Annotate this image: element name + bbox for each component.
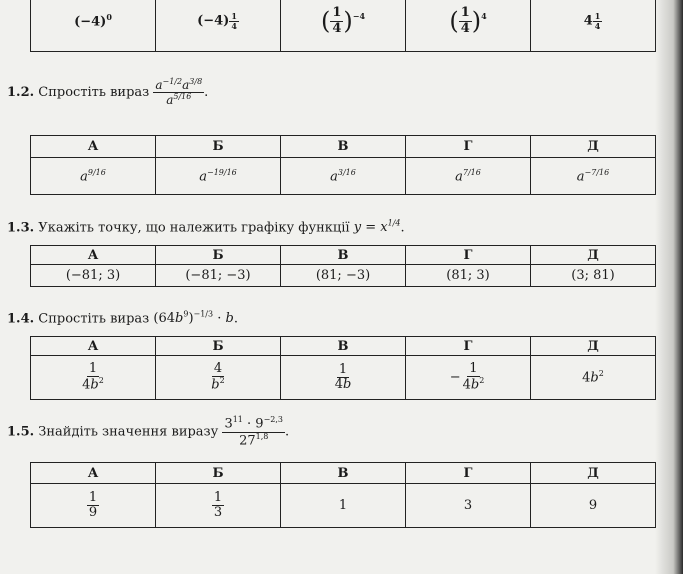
expression: $\frac{3^{11} \cdot 9^{-2,3}}{27^{1,8}}$: [224, 415, 284, 448]
answer-cell: (3; 81): [531, 265, 656, 287]
header-v: В: [281, 246, 406, 265]
answer-cell: $\frac{1}{9}$: [31, 484, 156, 528]
header-b: Б: [156, 246, 281, 265]
answer-cell: − $\frac{1}{4b^2}$: [406, 356, 531, 400]
answer-cell: 9: [531, 484, 656, 528]
header-v: В: [281, 337, 406, 356]
answer-cell: (81; −3): [281, 265, 406, 287]
header-b: Б: [156, 463, 281, 484]
answer-cell: $a^{7/16}$: [406, 158, 531, 195]
header-g: Г: [406, 136, 531, 158]
question-number: 1.3.: [7, 220, 35, 236]
question-1-5: 1.5. Знайдіть значення виразу $\frac{3^{11} \cdot 9^{-2,3}}{27^{1,8}}$ .: [7, 415, 290, 448]
answer-cell: $\frac{1}{4b^2}$: [31, 356, 156, 400]
answer-cell: (−4) $\frac{1}{4}$: [156, 0, 281, 52]
header-g: Г: [406, 463, 531, 484]
answer-cell: (−81; 3): [31, 265, 156, 287]
header-g: Г: [406, 246, 531, 265]
question-number: 1.2.: [7, 85, 35, 101]
function-expression: $y = x^{1/4}$: [353, 219, 401, 236]
answer-cell: $\frac{1}{3}$: [156, 484, 281, 528]
question-1-4: 1.4. Спростіть вираз $(64b^9)^{-1/3} \cdot b$.: [7, 310, 238, 327]
question-number: 1.5.: [7, 424, 35, 440]
header-b: Б: [156, 136, 281, 158]
header-d: Д: [531, 337, 656, 356]
answer-cell: 4 $\frac{1}{4}$: [531, 0, 656, 52]
answer-cell: $a^{-19/16}$: [156, 158, 281, 195]
table-1-4-answers: [30, 336, 656, 400]
question-text: Спростіть вираз: [38, 311, 150, 327]
expression: $(64b^9)^{-1/3} \cdot b$: [153, 310, 234, 327]
answer-cell: $4b^2$: [531, 356, 656, 400]
answer-cell: $(-4)^0$: [31, 0, 156, 52]
answer-cell: $a^{3/16}$: [281, 158, 406, 195]
header-b: Б: [156, 337, 281, 356]
answer-cell: 3: [406, 484, 531, 528]
table-1-3-answers: [30, 245, 656, 287]
header-d: Д: [531, 463, 656, 484]
table-1-5-answers: [30, 462, 656, 528]
header-a: А: [31, 246, 156, 265]
answer-cell: (−81; −3): [156, 265, 281, 287]
header-d: Д: [531, 246, 656, 265]
question-text: Знайдіть значення виразу: [38, 424, 219, 440]
header-a: А: [31, 463, 156, 484]
header-d: Д: [531, 136, 656, 158]
question-number: 1.4.: [7, 311, 35, 327]
header-v: В: [281, 136, 406, 158]
question-text: Укажіть точку, що належить графіку функції: [38, 220, 350, 236]
table-1-2-answers: [30, 135, 656, 195]
answer-cell: $\frac{1}{4b}$: [281, 356, 406, 400]
answer-cell: ( $\frac{1}{4}$ )$^{-4}$: [281, 0, 406, 52]
answer-cell: $a^{-7/16}$: [531, 158, 656, 195]
expression: $\frac{a^{-1/2}a^{3/8}}{a^{5/16}}$: [155, 77, 203, 108]
header-g: Г: [406, 337, 531, 356]
answer-cell: $a^{9/16}$: [31, 158, 156, 195]
answer-cell: $\frac{4}{b^2}$: [156, 356, 281, 400]
header-v: В: [281, 463, 406, 484]
answer-cell: ( $\frac{1}{4}$ )$^4$: [406, 0, 531, 52]
page-edge-shadow: [655, 0, 683, 574]
table-1-1-answers: [30, 0, 656, 52]
answer-cell: (81; 3): [406, 265, 531, 287]
question-1-3: 1.3. Укажіть точку, що належить графіку функції $y = x^{1/4}$.: [7, 219, 405, 236]
question-1-2: 1.2. Спростіть вираз $\frac{a^{-1/2}a^{3/8}}{a^{5/16}}$ .: [7, 77, 209, 108]
header-a: А: [31, 337, 156, 356]
header-a: А: [31, 136, 156, 158]
answer-cell: 1: [281, 484, 406, 528]
question-text: Спростіть вираз: [38, 85, 150, 101]
